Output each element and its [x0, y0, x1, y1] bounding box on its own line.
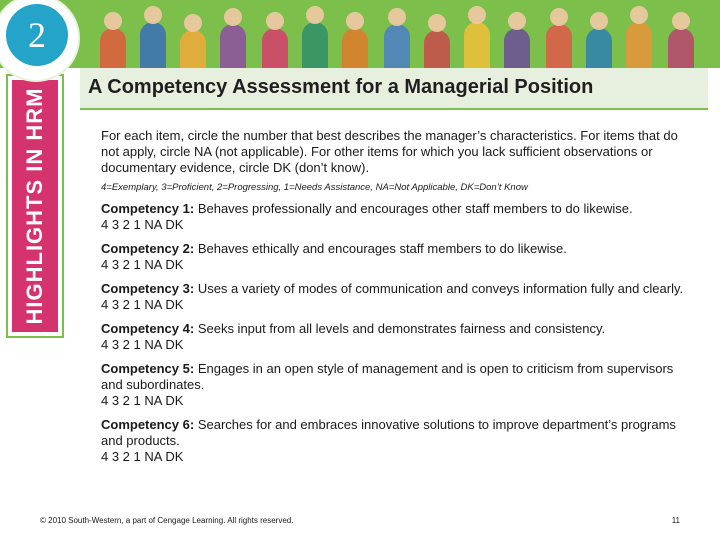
competency-item — [101, 281, 686, 313]
crowd-figure-head — [184, 14, 202, 32]
crowd-figure — [100, 28, 126, 68]
crowd-figure-head — [306, 6, 324, 24]
crowd-figure — [586, 28, 612, 68]
crowd-figure-head — [468, 6, 486, 24]
rating-scale[interactable]: 4 3 2 1 NA DK — [101, 297, 184, 312]
crowd-figure — [504, 28, 530, 68]
crowd-figure-head — [428, 14, 446, 32]
crowd-figure — [262, 28, 288, 68]
competency-title: Competency 1: — [101, 201, 195, 216]
rating-scale[interactable]: 4 3 2 1 NA DK — [101, 449, 184, 464]
page-title: A Competency Assessment for a Managerial Position — [88, 76, 594, 98]
crowd-figure-head — [550, 8, 568, 26]
highlights-sidebar — [8, 76, 62, 336]
crowd-figure — [546, 24, 572, 68]
competency-title: Competency 5: — [101, 361, 195, 376]
competency-title: Competency 6: — [101, 417, 195, 432]
crowd-figure — [464, 22, 490, 68]
competency-item — [101, 241, 686, 273]
rating-scale[interactable]: 4 3 2 1 NA DK — [101, 337, 184, 352]
competency-list — [101, 201, 686, 465]
crowd-figure-head — [266, 12, 284, 30]
rating-scale[interactable]: 4 3 2 1 NA DK — [101, 393, 184, 408]
competency-description: Seeks input from all levels and demonstrates fairness and consistency. — [194, 321, 606, 336]
competency-title: Competency 2: — [101, 241, 195, 256]
rating-legend: 4=Exemplary, 3=Proficient, 2=Progressing, 1=Needs Assistance, NA=Not Applicable, DK=Don’t Know — [101, 182, 528, 193]
competency-description: Searches for and embraces innovative solutions to improve department’s programs and products. — [101, 417, 676, 448]
crowd-figure — [180, 30, 206, 68]
rating-scale[interactable]: 4 3 2 1 NA DK — [101, 257, 184, 272]
crowd-figure-head — [144, 6, 162, 24]
content-area — [101, 128, 686, 473]
competency-title: Competency 4: — [101, 321, 195, 336]
competency-description: Behaves professionally and encourages other staff members to do likewise. — [194, 201, 633, 216]
page-number: 11 — [671, 516, 680, 525]
crowd-figure — [342, 28, 368, 68]
competency-item — [101, 417, 686, 465]
crowd-figure-head — [672, 12, 690, 30]
chapter-number: 2 — [6, 4, 68, 66]
crowd-figure-head — [508, 12, 526, 30]
competency-description: Behaves ethically and encourages staff members to do likewise. — [194, 241, 567, 256]
crowd-figure-head — [224, 8, 242, 26]
crowd-figure — [384, 24, 410, 68]
crowd-figure — [668, 28, 694, 68]
crowd-figure-head — [388, 8, 406, 26]
crowd-figure-head — [104, 12, 122, 30]
crowd-figure-head — [346, 12, 364, 30]
sidebar-label: HIGHLIGHTS IN HRM — [22, 87, 47, 325]
chapter-number-badge — [0, 0, 78, 80]
copyright-footer: © 2010 South-Western, a part of Cengage Learning. All rights reserved. — [40, 516, 294, 525]
instructions-text: For each item, circle the number that best describes the manager’s characteristics. For items that do not apply, circle NA (not applicable). For other items for which you lack sufficient observations or documentary evidence, circle DK (don’t know). — [101, 128, 678, 175]
crowd-figure — [220, 24, 246, 68]
competency-description: Engages in an open style of management and is open to criticism from supervisors and subordinates. — [101, 361, 674, 392]
crowd-figure — [302, 22, 328, 68]
crowd-figure — [626, 22, 652, 68]
crowd-figure — [140, 22, 166, 68]
crowd-figure-head — [630, 6, 648, 24]
crowd-figure — [424, 30, 450, 68]
competency-item — [101, 361, 686, 409]
competency-title: Competency 3: — [101, 281, 195, 296]
competency-item — [101, 201, 686, 233]
header-banner-illustration — [0, 0, 720, 68]
competency-item — [101, 321, 686, 353]
rating-scale[interactable]: 4 3 2 1 NA DK — [101, 217, 184, 232]
competency-description: Uses a variety of modes of communication and conveys information fully and clearly. — [194, 281, 684, 296]
title-bar — [80, 68, 708, 110]
crowd-figure-head — [590, 12, 608, 30]
